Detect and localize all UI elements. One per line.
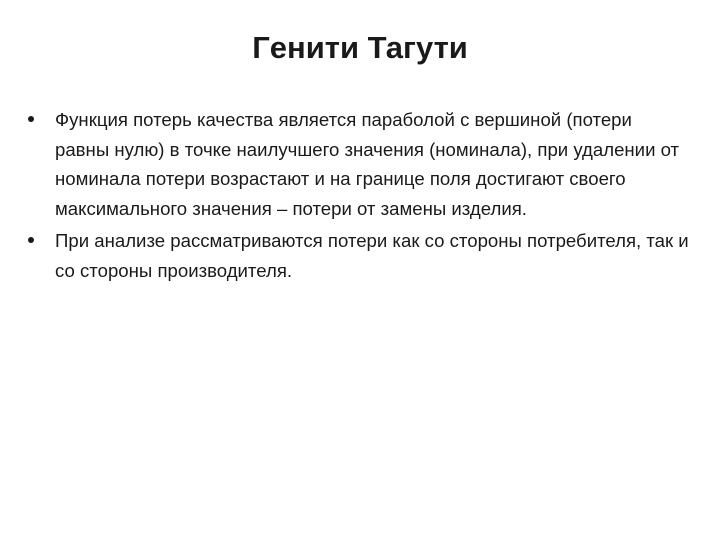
bullet-text: Функция потерь качества является параболой с вершиной (потери равны нулю) в точке наилучшего значения (номинала), при удалении от номинала потери возрастают и на границе поля достигают своего максимального значения – потери от замены изделия. [55, 109, 680, 219]
slide-title: Гeнити Тагути [252, 30, 468, 65]
bullet-dot-icon [28, 116, 34, 122]
bullet-text: При анализе рассматриваются потери как со стороны потребителя, так и со стороны производителя. [55, 230, 689, 281]
bullet-dot-icon [28, 237, 34, 243]
bullet-item-analysis [26, 226, 690, 285]
bullet-list [26, 105, 690, 288]
bullet-item-loss-function [26, 105, 690, 223]
